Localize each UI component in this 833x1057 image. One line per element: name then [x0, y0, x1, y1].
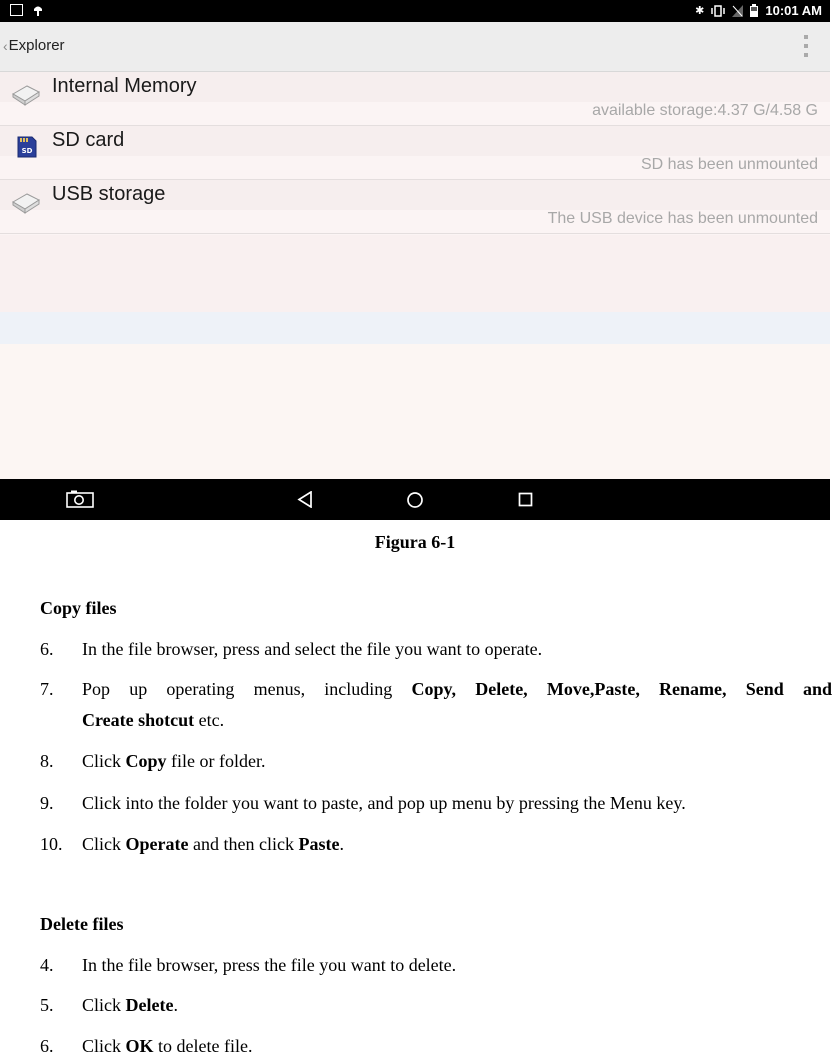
navigation-bar — [0, 479, 830, 520]
back-triangle-icon[interactable] — [297, 491, 313, 508]
storage-status: available storage:4.37 G/4.58 G — [592, 102, 818, 119]
storage-name: USB storage — [52, 183, 166, 205]
folder-icon — [11, 80, 41, 106]
figure-caption: Figura 6-1 — [374, 532, 456, 552]
tablet-screenshot — [0, 0, 830, 520]
storage-item-usb[interactable] — [0, 180, 830, 234]
clock: 10:01 AM — [765, 3, 822, 18]
page-title: Explorer — [8, 37, 65, 54]
overflow-menu-button[interactable] — [802, 35, 810, 57]
android-debug-icon — [33, 4, 43, 16]
storage-item-sd[interactable] — [0, 126, 830, 180]
no-signal-icon — [732, 5, 743, 17]
svg-text:SD: SD — [21, 147, 33, 155]
vibrate-icon — [711, 5, 725, 17]
action-bar — [0, 22, 830, 72]
battery-icon — [750, 4, 758, 17]
storage-name: SD card — [52, 129, 125, 151]
screenshot-camera-icon[interactable] — [66, 490, 94, 508]
back-button[interactable] — [3, 37, 65, 54]
chevron-left-icon: ‹ — [3, 37, 8, 54]
storage-list — [0, 72, 830, 234]
empty-area-stripe — [0, 312, 830, 344]
section-heading-delete: Delete files — [40, 914, 124, 934]
folder-icon — [11, 188, 41, 214]
section-heading-copy: Copy files — [40, 598, 117, 618]
storage-item-internal[interactable] — [0, 72, 830, 126]
sd-card-icon — [16, 135, 40, 163]
empty-area — [0, 235, 830, 312]
home-circle-icon[interactable] — [406, 491, 424, 509]
recent-apps-square-icon[interactable] — [518, 492, 534, 508]
picture-notification-icon — [10, 4, 23, 16]
storage-status: SD has been unmounted — [640, 156, 818, 173]
storage-name: Internal Memory — [52, 75, 197, 97]
bluetooth-icon: ✱ — [695, 3, 705, 17]
empty-area-lower — [0, 344, 830, 479]
storage-status: The USB device has been unmounted — [547, 210, 818, 227]
status-bar — [0, 0, 830, 22]
